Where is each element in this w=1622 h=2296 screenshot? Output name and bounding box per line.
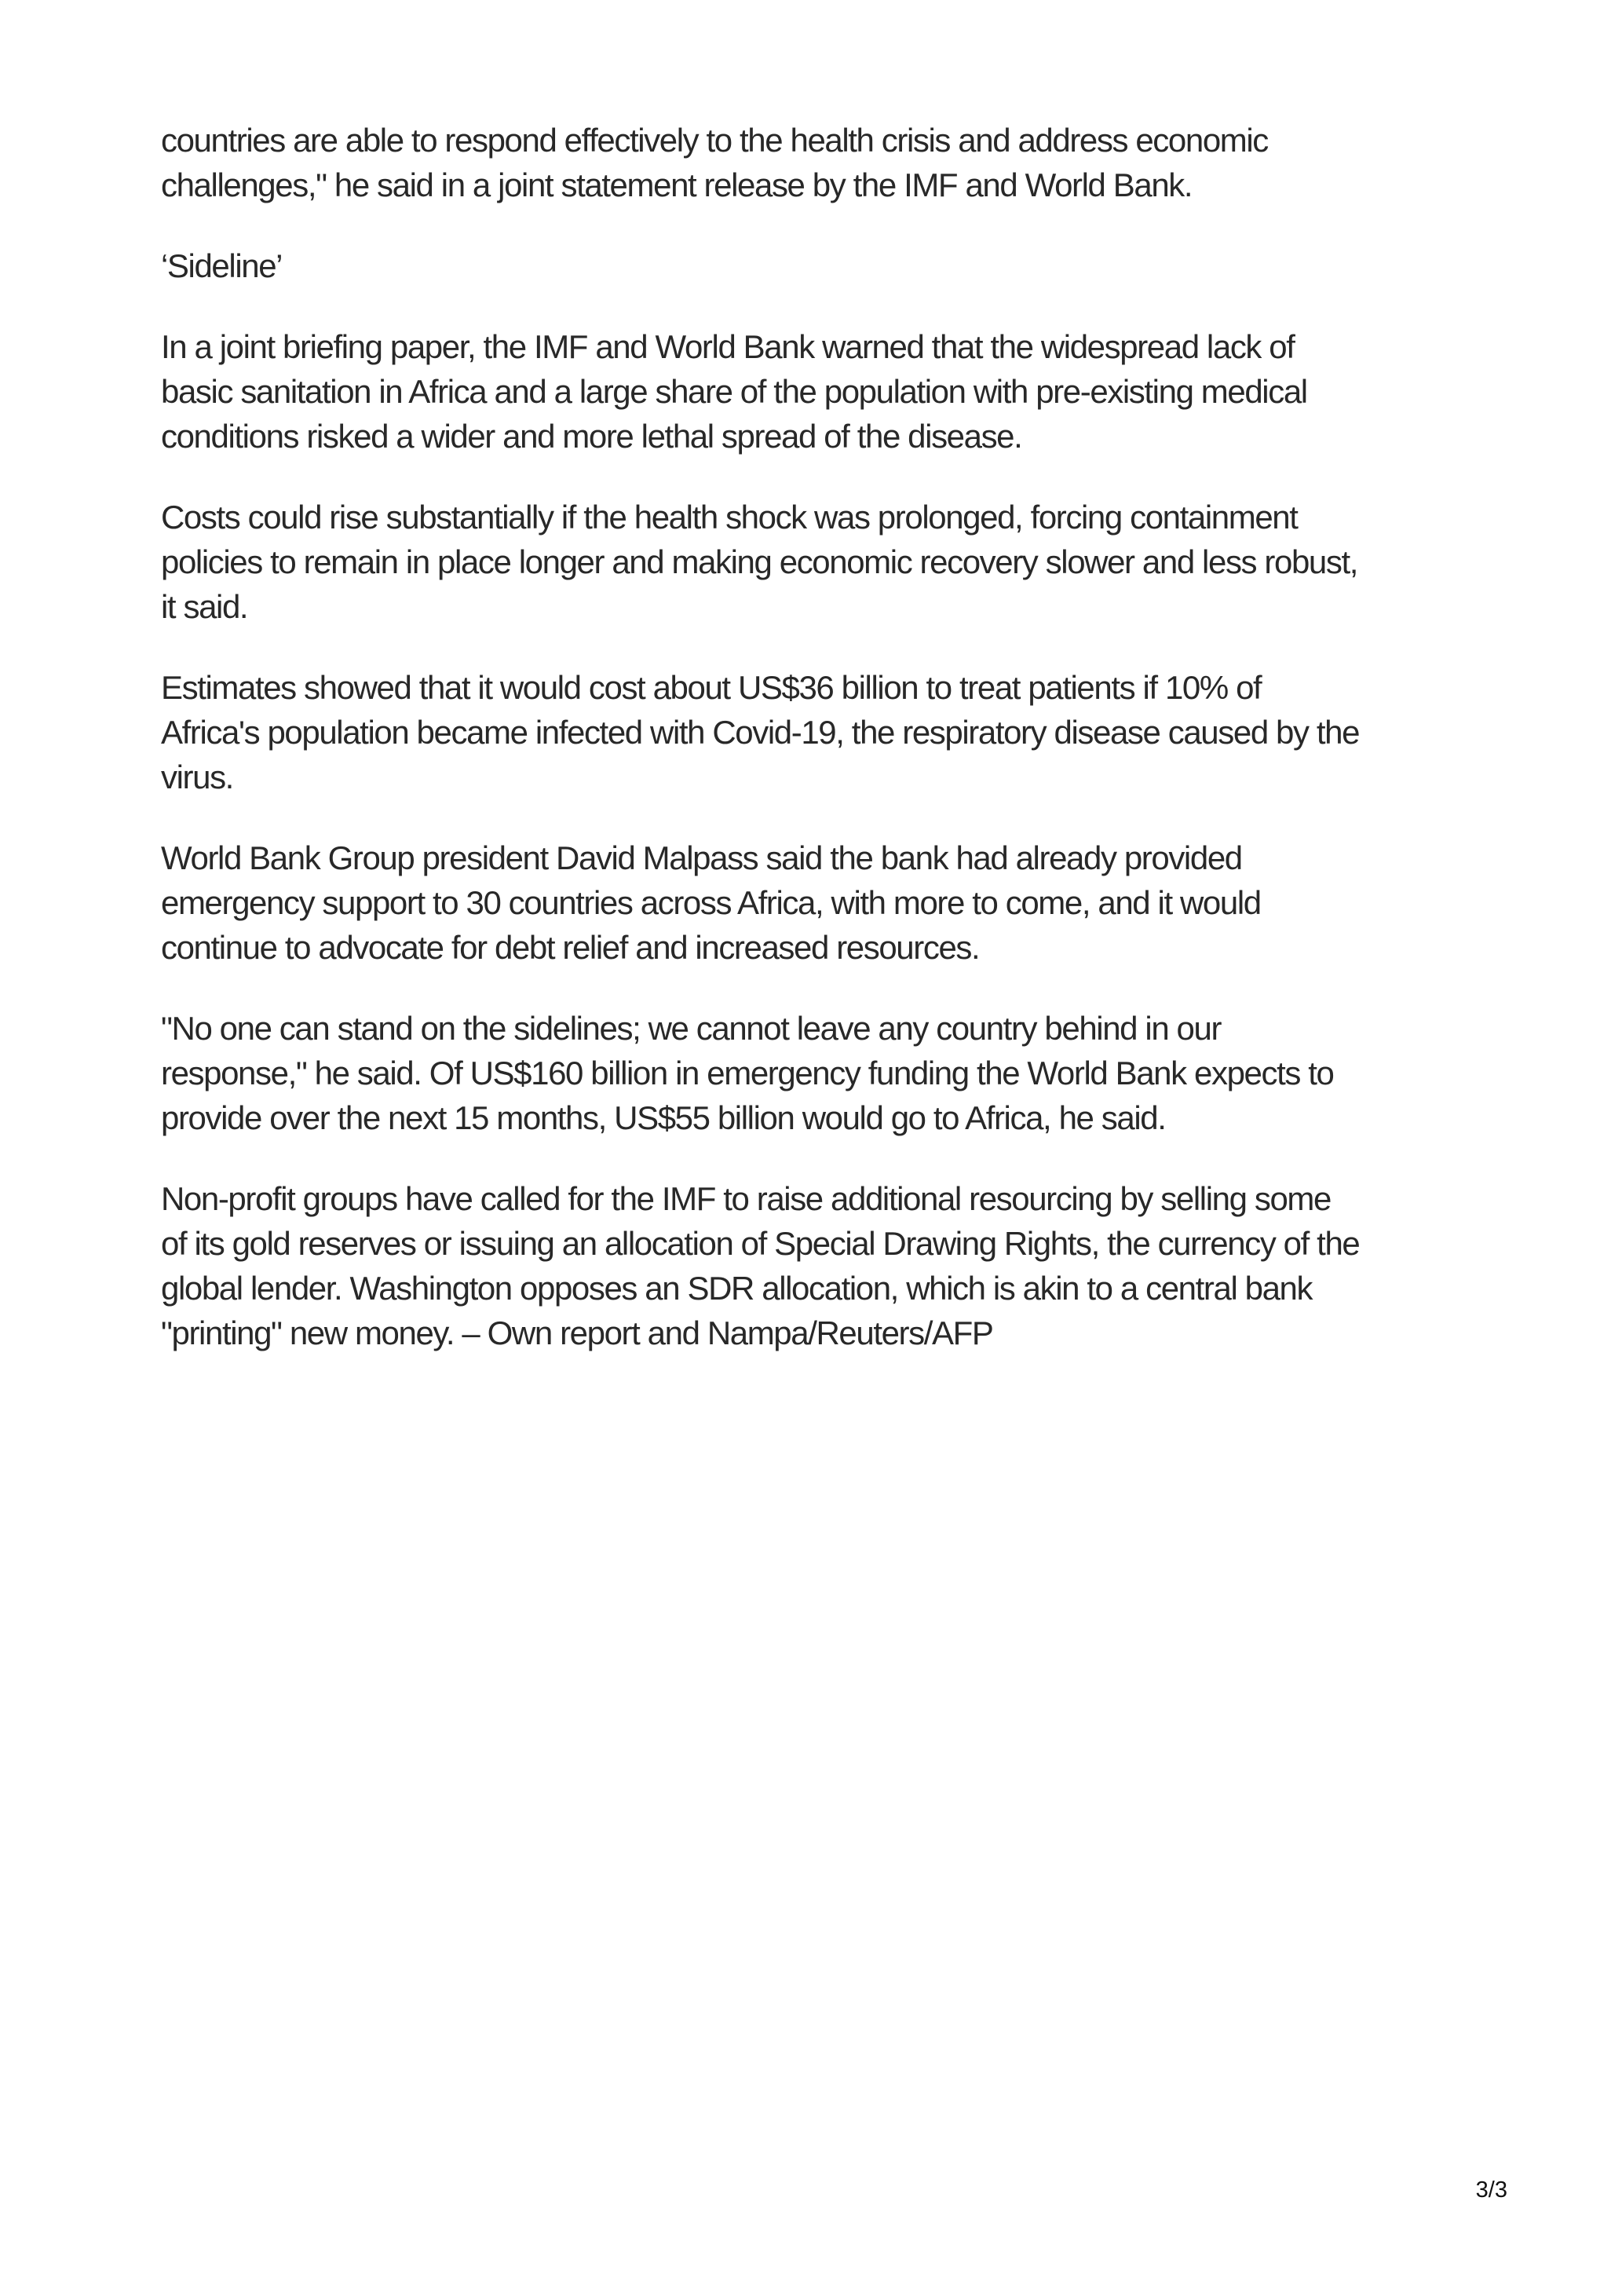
text-line: of its gold reserves or issuing an allocation of Special Drawing Rights, the currency of the [161,1225,1360,1262]
text-line: Estimates showed that it would cost about US$36 billion to treat patients if 10% of [161,669,1262,706]
text-line: Costs could rise substantially if the health shock was prolonged, forcing containment [161,499,1298,536]
text-line: continue to advocate for debt relief and increased resources. [161,929,980,966]
text-line: Non-profit groups have called for the IMF to raise additional resourcing by selling some [161,1180,1331,1217]
text-line: Africa's population became infected with Covid-19, the respiratory disease caused by the [161,714,1360,751]
text-line: global lender. Washington opposes an SDR allocation, which is akin to a central bank [161,1270,1313,1307]
text-line: countries are able to respond effectively to the health crisis and address economic [161,122,1268,159]
text-line: ‘Sideline’ [161,247,283,284]
text-line: provide over the next 15 months, US$55 billion would go to Africa, he said. [161,1099,1166,1136]
text-line: basic sanitation in Africa and a large share of the population with pre-existing medical [161,373,1307,410]
paragraph [161,665,1476,799]
paragraph [161,1006,1476,1140]
text-line: In a joint briefing paper, the IMF and World Bank warned that the widespread lack of [161,328,1295,365]
paragraph [161,495,1476,629]
text-line: response," he said. Of US$160 billion in emergency funding the World Bank expects to [161,1055,1334,1091]
text-line: policies to remain in place longer and making economic recovery slower and less robust, [161,543,1358,580]
page-number: 3/3 [1475,2177,1507,2203]
subheading-sideline [161,243,1476,288]
paragraph [161,835,1476,970]
text-line: it said. [161,588,248,625]
paragraph [161,118,1476,207]
text-line: conditions risked a wider and more lethal spread of the disease. [161,418,1022,455]
paragraph [161,1176,1476,1355]
text-line: virus. [161,759,233,795]
article-body [161,118,1476,1391]
text-line: challenges," he said in a joint statement release by the IMF and World Bank. [161,166,1193,203]
text-line: World Bank Group president David Malpass said the bank had already provided [161,839,1242,876]
text-line: "printing" new money. – Own report and Nampa/Reuters/AFP [161,1314,993,1351]
paragraph [161,324,1476,459]
text-line: emergency support to 30 countries across Africa, with more to come, and it would [161,884,1261,921]
text-line: "No one can stand on the sidelines; we cannot leave any country behind in our [161,1010,1222,1047]
